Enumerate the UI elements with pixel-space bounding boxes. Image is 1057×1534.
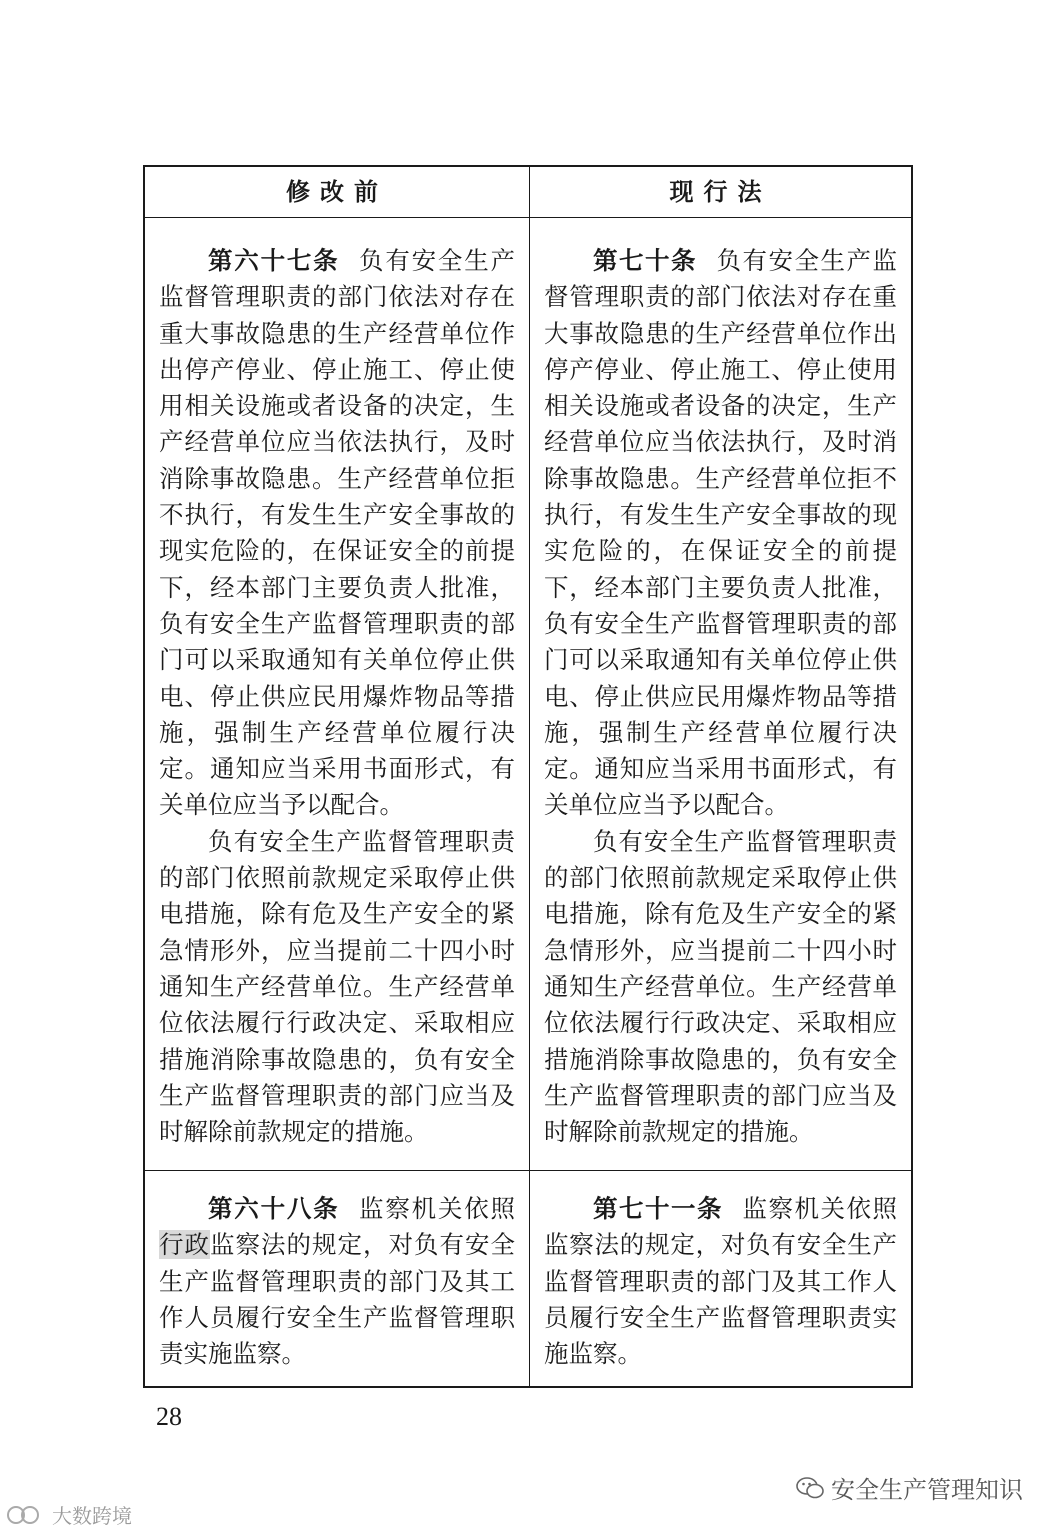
watermark-text: 大数跨境 xyxy=(52,1504,132,1528)
article-title: 第六十七条 xyxy=(208,246,340,275)
row-divider xyxy=(145,1170,911,1171)
cell-current-article-70 xyxy=(530,243,911,1150)
comparison-table xyxy=(143,165,913,1388)
cell-before-article-67 xyxy=(145,243,529,1150)
article-paragraph: 负有安全生产监督管理职责的部门依照前款规定采取停止供电措施，除有危及生产安全的紧急情形外，应当提前二十四小时通知生产经营单位。生产经营单位依法履行行政决定、采取相应措施消除事故隐患的，负有安全生产监督管理职责的部门应当及时解除前款规定的措施。 xyxy=(544,826,897,1147)
highlighted-deleted-text: 行政 xyxy=(159,1230,210,1260)
article-text: 负有安全生产监督管理职责的部门依法对存在重大事故隐患的生产经营单位作出停产停业、停止施工、停止使用相关设施或者设备的决定，生产经营单位应当依法执行，及时消除事故隐患。生产经营单位拒不执行，有发生生产安全事故的现实危险的，在保证安全的前提下，经本部门主要负责人批准，负有安全生产监督管理职责的部门可以采取通知有关单位停止供电、停止供应民用爆炸物品等措施，强制生产经营单位履行决定。通知应当采用书面形式，有关单位应当予以配合。 xyxy=(544,246,898,820)
wechat-watermark xyxy=(795,1470,1023,1505)
brand-watermark xyxy=(6,1500,132,1529)
header-current: 现行法 xyxy=(669,178,772,206)
cell-current-article-71 xyxy=(530,1191,911,1372)
article-text: 监察机关依照监察法的规定，对负有安全生产监督管理职责的部门及其工作人员履行安全生产监督管理职责实施监察。 xyxy=(544,1194,897,1369)
page-number: 28 xyxy=(156,1402,182,1431)
article-title: 第六十八条 xyxy=(208,1194,340,1223)
header-before: 修改前 xyxy=(286,178,388,206)
brand-logo-icon xyxy=(6,1503,46,1527)
article-text: 监察法的规定，对负有安全生产监督管理职责的部门及其工作人员履行安全生产监督管理职责实施监察。 xyxy=(159,1230,515,1369)
article-title: 第七十一条 xyxy=(593,1194,723,1223)
header-divider xyxy=(145,217,911,218)
wechat-icon xyxy=(795,1475,825,1501)
article-title: 第七十条 xyxy=(593,246,697,275)
article-paragraph: 负有安全生产监督管理职责的部门依照前款规定采取停止供电措施，除有危及生产安全的紧急情形外，应当提前二十四小时通知生产经营单位。生产经营单位依法履行行政决定、采取相应措施消除事故隐患的，负有安全生产监督管理职责的部门应当及时解除前款规定的措施。 xyxy=(159,826,515,1147)
article-text: 监察机关依照 xyxy=(359,1194,515,1223)
watermark-text: 安全生产管理知识 xyxy=(831,1476,1023,1504)
cell-before-article-68 xyxy=(145,1191,529,1372)
article-text: 负有安全生产监督管理职责的部门依法对存在重大事故隐患的生产经营单位作出停产停业、停止施工、停止使用相关设施或者设备的决定，生产经营单位应当依法执行，及时消除事故隐患。生产经营单位拒不执行，有发生生产安全事故的现实危险的，在保证安全的前提下，经本部门主要负责人批准，负有安全生产监督管理职责的部门可以采取通知有关单位停止供电、停止供应民用爆炸物品等措施，强制生产经营单位履行决定。通知应当采用书面形式，有关单位应当予以配合。 xyxy=(159,246,515,820)
